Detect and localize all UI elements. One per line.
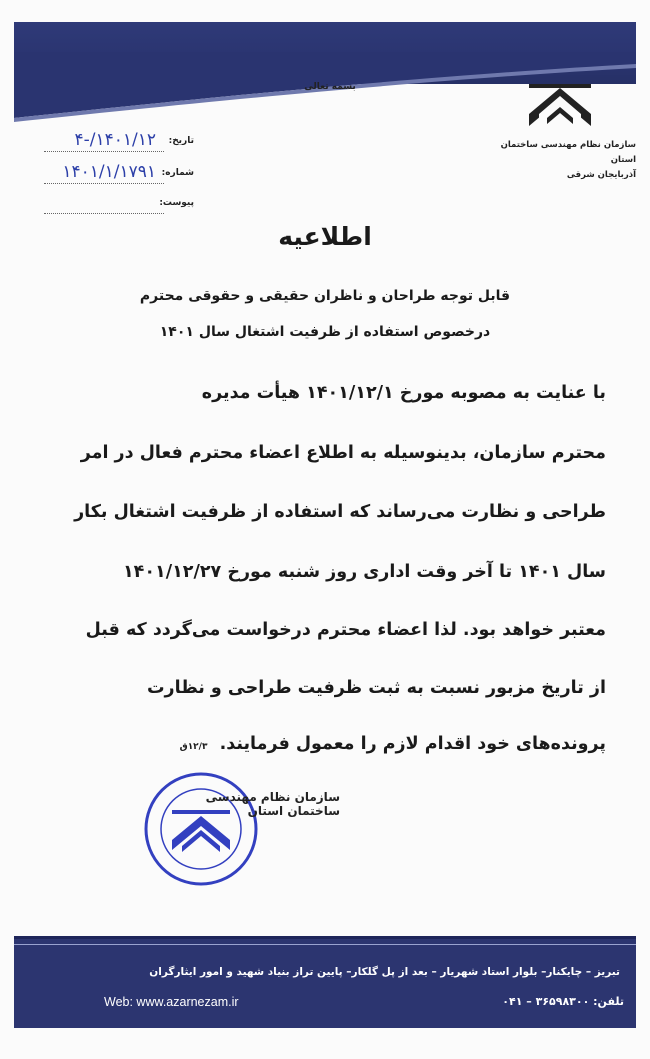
footer-sub-line [14,944,636,945]
date-field [44,130,194,156]
reference-code: ۱۲/۳ق [179,742,208,752]
signature-text: سازمان نظام مهندسی ساختمان استان [205,790,340,818]
org-name-line1: سازمان نظام مهندسی ساختمان استان [500,140,636,165]
organization-logo [525,74,595,134]
subtitle-topic: درخصوص استفاده از ظرفیت اشتغال سال ۱۴۰۱ [159,324,491,340]
number-field [44,162,194,188]
number-line [44,183,164,184]
attachment-line [44,213,164,214]
footer-website: Web: www.azarnezam.ir [104,995,239,1009]
paragraph-line-4: سال ۱۴۰۱ تا آخر وقت اداری روز شنبه مورخ ۱۴۰۱/۱۲/۲۷ [123,562,606,582]
paragraph-line-1: با عنایت به مصوبه مورخ ۱۴۰۱/۱۲/۱ هیأت مدیره [201,383,606,403]
attachment-field [44,196,194,218]
date-label: تاریخ: [168,136,194,146]
footer-top-line [14,936,636,939]
paragraph-line-5: معتبر خواهد بود. لذا اعضاء محترم درخواست می‌گردد که قبل [85,620,606,640]
subtitle-audience: قابل توجه طراحان و ناظران حقیقی و حقوقی محترم [139,288,511,304]
date-value: ۱۴۰۱/۱۲/-۴ [74,130,156,150]
footer-address: تبریز – چایکنار– بلوار استاد شهریار – بعد از پل گلکار– پایین تراز بنیاد شهید و امور ایثارگران [149,966,620,978]
organization-name [476,138,636,183]
footer-phone: تلفن: ۳۶۵۹۸۳۰۰ – ۰۴۱ [502,995,624,1008]
number-value: ۱۴۰۱/۱/۱۷۹۱ [62,162,156,182]
paragraph-line-2: محترم سازمان، بدینوسیله به اطلاع اعضاء محترم فعال در امر [80,443,606,463]
date-line [44,151,164,152]
official-stamp [142,770,260,888]
paragraph-line-7-text: پرونده‌های خود اقدام لازم را معمول فرمایند. [219,734,606,754]
number-label: شماره: [161,168,194,178]
paragraph-line-7 [44,734,606,754]
paragraph-line-3: طراحی و نظارت می‌رساند که استفاده از ظرفیت اشتغال بکار [74,502,606,522]
announcement-title: اطلاعیه [278,222,372,251]
besmeh-text: بسمه تعالی [304,82,356,92]
paragraph-line-6: از تاریخ مزبور نسبت به ثبت ظرفیت طراحی و نظارت [146,678,606,698]
attachment-label: پیوست: [159,198,194,208]
footer-band [14,938,636,1028]
org-name-line2: آذربایجان شرقی [566,170,636,180]
